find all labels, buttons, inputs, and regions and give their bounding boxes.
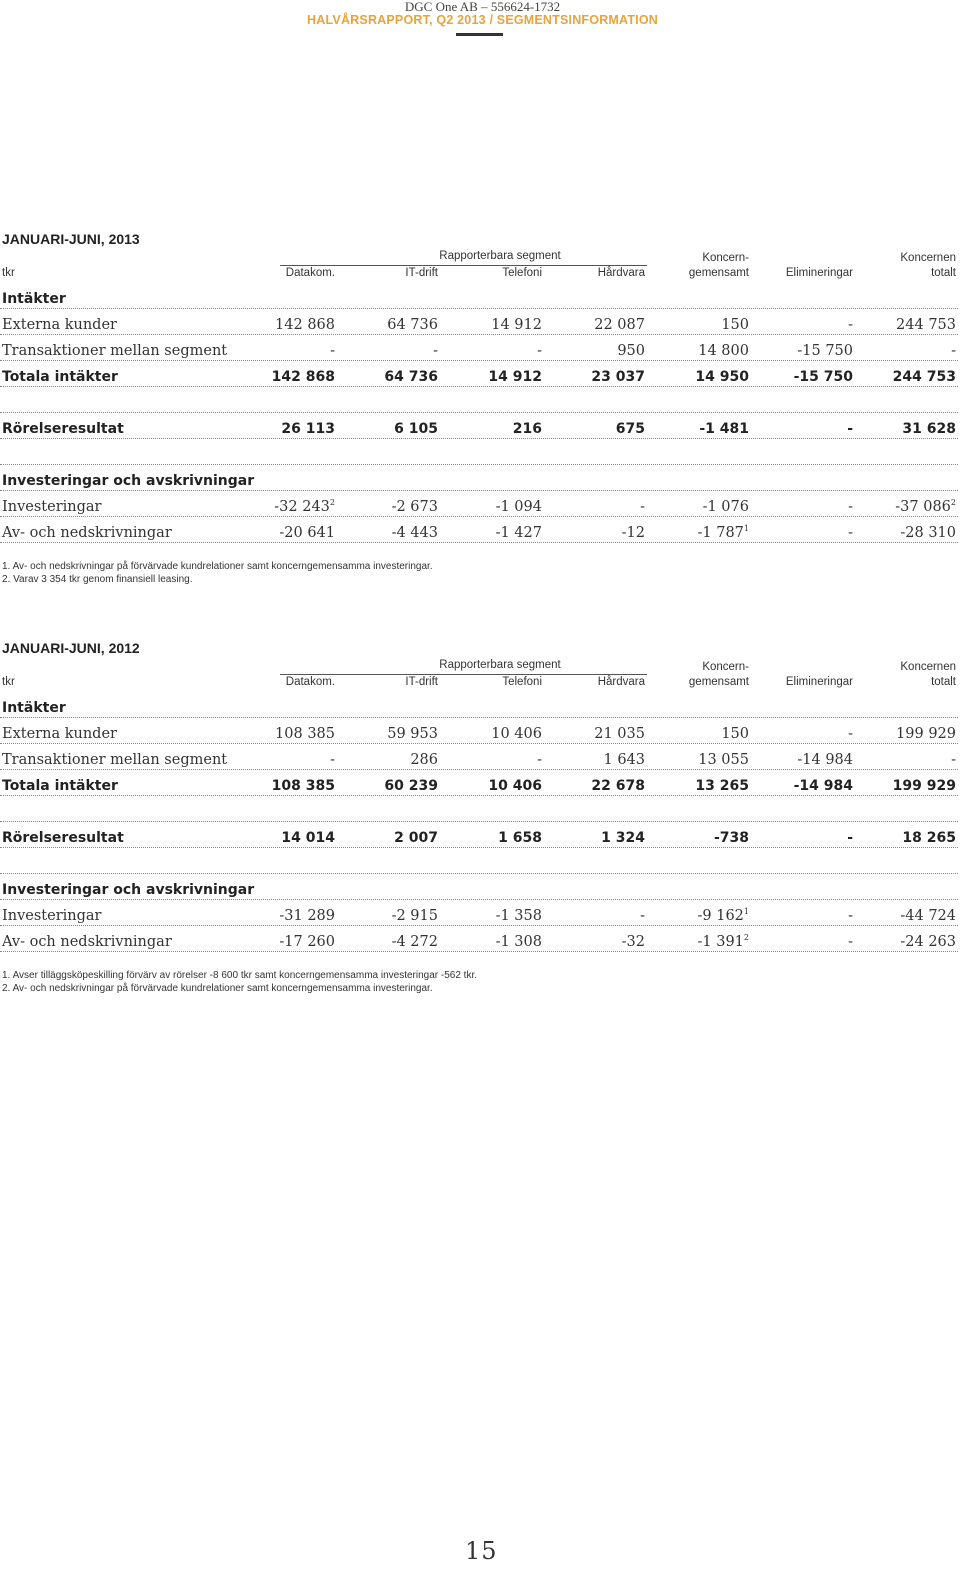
row-divider	[0, 308, 958, 309]
segment-group-label: Rapporterbara segment	[439, 659, 561, 671]
cell-value: 13 265	[695, 778, 749, 794]
table-cell	[698, 343, 749, 359]
cell-value: 108 385	[275, 726, 335, 742]
cell-value: 244 753	[896, 317, 956, 333]
cell-value: -	[640, 499, 645, 515]
table-cell	[622, 525, 645, 541]
segment-group-line	[280, 265, 647, 266]
column-header-totalt: totalt	[931, 676, 956, 688]
cell-value: 675	[615, 421, 645, 437]
table-cell	[616, 421, 645, 437]
table-cell	[640, 908, 645, 924]
table-cell	[513, 421, 542, 437]
cell-value: 21 035	[594, 726, 645, 742]
row-divider	[0, 873, 958, 874]
cell-value: -	[537, 752, 542, 768]
row-divider	[0, 899, 958, 900]
cell-value: -1 787	[697, 525, 744, 541]
row-divider	[0, 847, 958, 848]
row-divider	[0, 717, 958, 718]
table-cell	[622, 934, 645, 950]
footnote: 2. Av- och nedskrivningar på förvärvade kundrelationer samt koncerngemensamma investeringar.	[2, 983, 433, 994]
cell-value: 22 087	[594, 317, 645, 333]
table-cell	[488, 778, 542, 794]
table-cell	[893, 369, 956, 385]
table-cell	[896, 726, 956, 742]
cell-value: 216	[512, 421, 542, 437]
table-cell	[721, 317, 749, 333]
column-header-tkr: tkr	[2, 267, 15, 279]
table-cell	[703, 499, 749, 515]
row-divider	[0, 925, 958, 926]
row-divider	[0, 412, 958, 413]
row-divider	[0, 821, 958, 822]
footnote-marker: 2	[743, 933, 749, 942]
table-cell	[721, 726, 749, 742]
table-cell	[498, 830, 542, 846]
cell-value: -2 915	[391, 908, 438, 924]
row-divider	[0, 542, 958, 543]
table-cell	[410, 752, 438, 768]
table-cell	[392, 499, 438, 515]
table-cell	[496, 934, 542, 950]
cell-value: 31 628	[902, 421, 956, 437]
table-cell	[617, 343, 645, 359]
report-title: HALVÅRSRAPPORT, Q2 2013 / SEGMENTSINFORMATION	[307, 13, 658, 27]
column-header-koncern: Koncern-	[702, 252, 749, 264]
cell-value: 23 037	[591, 369, 645, 385]
footnote-marker: 2	[950, 498, 956, 507]
cell-value: -	[330, 752, 335, 768]
table-cell	[394, 421, 438, 437]
cell-value: 150	[721, 726, 749, 742]
column-header-c2: IT-drift	[405, 676, 438, 688]
cell-value: 14 912	[488, 369, 542, 385]
table-cell	[697, 525, 749, 541]
table-cell	[902, 421, 956, 437]
cell-value: -1 481	[699, 421, 749, 437]
table-cell	[900, 525, 956, 541]
footnote-marker: 2	[329, 498, 335, 507]
cell-value: -	[848, 908, 853, 924]
column-header-tkr: tkr	[2, 676, 15, 688]
cell-value: 244 753	[892, 369, 956, 385]
row-divider	[0, 464, 958, 465]
cell-value: 199 929	[896, 726, 956, 742]
cell-value: 64 736	[384, 369, 438, 385]
table-cell	[594, 317, 645, 333]
row-label: Totala intäkter	[2, 778, 118, 794]
row-divider	[0, 769, 958, 770]
row-label: Investeringar	[2, 499, 102, 515]
table-cell	[272, 369, 335, 385]
page-number: 15	[465, 1537, 498, 1565]
column-header-c3: Telefoni	[502, 676, 542, 688]
table-cell	[699, 421, 749, 437]
row-label: Intäkter	[2, 700, 66, 716]
cell-value: -12	[621, 525, 645, 541]
cell-value: 64 736	[387, 317, 438, 333]
row-label: Investeringar och avskrivningar	[2, 882, 255, 898]
row-divider	[0, 334, 958, 335]
cell-value: -15 750	[797, 343, 853, 359]
table-cell	[847, 830, 853, 846]
segment-group-line	[280, 674, 647, 675]
row-divider	[0, 360, 958, 361]
table-cell	[392, 934, 438, 950]
footnote: 1. Av- och nedskrivningar på förvärvade kundrelationer samt koncerngemensamma investeringar.	[2, 561, 433, 572]
table-cell	[384, 778, 438, 794]
cell-value: -28 310	[900, 525, 956, 541]
table-cell	[591, 778, 645, 794]
cell-value: 18 265	[902, 830, 956, 846]
table-cell	[895, 499, 956, 515]
cell-value: -1 391	[697, 934, 744, 950]
cell-value: -	[847, 421, 853, 437]
table-cell	[848, 908, 853, 924]
cell-value: -20 641	[279, 525, 335, 541]
table-cell	[697, 934, 749, 950]
cell-value: 13 055	[698, 752, 749, 768]
table-cell	[794, 369, 853, 385]
table-cell	[896, 317, 956, 333]
cell-value: -1 076	[702, 499, 749, 515]
cell-value: -2 673	[391, 499, 438, 515]
column-header-c3: Telefoni	[502, 267, 542, 279]
table-cell	[281, 421, 335, 437]
cell-value: -	[433, 343, 438, 359]
table-cell	[695, 369, 749, 385]
column-header-elimineringar: Elimineringar	[785, 267, 853, 279]
footnote: 2. Varav 3 354 tkr genom finansiell leasing.	[2, 574, 193, 585]
cell-value: 199 929	[892, 778, 956, 794]
row-label: Transaktioner mellan segment	[2, 343, 228, 359]
cell-value: 150	[721, 317, 749, 333]
row-label: Externa kunder	[2, 726, 117, 742]
cell-value: -	[848, 499, 853, 515]
table-cell	[392, 525, 438, 541]
cell-value: -	[848, 525, 853, 541]
table-cell	[603, 752, 645, 768]
row-divider	[0, 438, 958, 439]
table-cell	[279, 908, 335, 924]
column-header-elimineringar: Elimineringar	[785, 676, 853, 688]
cell-value: 10 406	[488, 778, 542, 794]
row-divider	[0, 795, 958, 796]
cell-value: -44 724	[900, 908, 956, 924]
table-cell	[392, 908, 438, 924]
cell-value: -1 358	[495, 908, 542, 924]
row-divider	[0, 516, 958, 517]
table-cell	[698, 752, 749, 768]
table-cell	[275, 317, 335, 333]
column-header-koncernen: Koncernen	[900, 252, 956, 264]
cell-value: 142 868	[271, 369, 335, 385]
row-divider	[0, 386, 958, 387]
table-cell	[387, 726, 438, 742]
cell-value: 14 950	[695, 369, 749, 385]
cell-value: -	[848, 726, 853, 742]
row-label: Av- och nedskrivningar	[2, 934, 172, 950]
cell-value: 2 007	[394, 830, 438, 846]
table-cell	[433, 343, 438, 359]
table-cell	[951, 343, 956, 359]
section-title: JANUARI-JUNI, 2012	[2, 640, 140, 656]
table-cell	[488, 369, 542, 385]
table-cell	[537, 752, 542, 768]
cell-value: -	[951, 752, 956, 768]
cell-value: 108 385	[271, 778, 335, 794]
cell-value: -9 162	[697, 908, 744, 924]
column-header-c4: Hårdvara	[597, 267, 645, 279]
row-label: Intäkter	[2, 291, 66, 307]
column-header-c1: Datakom.	[285, 676, 335, 688]
cell-value: -	[330, 343, 335, 359]
footnote: 1. Avser tilläggsköpeskilling förvärv av rörelser -8 600 tkr samt koncerngemensamma investeringar -562 tkr.	[2, 970, 478, 981]
table-cell	[848, 317, 853, 333]
column-header-gemensamt: gemensamt	[688, 267, 749, 279]
row-divider	[0, 490, 958, 491]
table-cell	[491, 317, 542, 333]
row-label: Transaktioner mellan segment	[2, 752, 228, 768]
table-cell	[384, 369, 438, 385]
cell-value: -32 243	[274, 499, 330, 515]
cell-value: 6 105	[394, 421, 438, 437]
table-cell	[695, 778, 749, 794]
cell-value: -14 984	[797, 752, 853, 768]
cell-value: 1 643	[603, 752, 645, 768]
table-cell	[640, 499, 645, 515]
table-cell	[594, 726, 645, 742]
row-label: Externa kunder	[2, 317, 117, 333]
table-cell	[491, 726, 542, 742]
cell-value: 22 678	[591, 778, 645, 794]
table-cell	[591, 369, 645, 385]
row-label: Rörelseresultat	[2, 421, 124, 437]
cell-value: -37 086	[895, 499, 951, 515]
cell-value: -	[640, 908, 645, 924]
column-header-totalt: totalt	[931, 267, 956, 279]
page-header	[307, 0, 658, 27]
table-cell	[893, 778, 956, 794]
table-cell	[330, 752, 335, 768]
cell-value: -	[848, 317, 853, 333]
column-header-gemensamt: gemensamt	[688, 676, 749, 688]
segment-group-label: Rapporterbara segment	[439, 250, 561, 262]
table-cell	[714, 830, 749, 846]
cell-value: -	[847, 830, 853, 846]
table-cell	[848, 525, 853, 541]
cell-value: 10 406	[491, 726, 542, 742]
table-cell	[274, 499, 335, 515]
column-header-c2: IT-drift	[405, 267, 438, 279]
table-cell	[330, 343, 335, 359]
cell-value: -24 263	[900, 934, 956, 950]
cell-value: 14 800	[698, 343, 749, 359]
cell-value: -32	[621, 934, 645, 950]
row-label: Rörelseresultat	[2, 830, 124, 846]
row-divider	[0, 951, 958, 952]
cell-value: -4 443	[391, 525, 438, 541]
table-cell	[281, 830, 335, 846]
cell-value: 59 953	[387, 726, 438, 742]
section-title: JANUARI-JUNI, 2013	[2, 231, 140, 247]
table-cell	[387, 317, 438, 333]
table-cell	[848, 934, 853, 950]
cell-value: -4 272	[391, 934, 438, 950]
cell-value: -738	[713, 830, 749, 846]
column-header-koncern: Koncern-	[702, 661, 749, 673]
table-cell	[794, 778, 853, 794]
row-label: Investeringar och avskrivningar	[2, 473, 255, 489]
cell-value: 26 113	[281, 421, 335, 437]
cell-value: -	[848, 934, 853, 950]
table-cell	[496, 499, 542, 515]
table-cell	[601, 830, 645, 846]
column-header-c4: Hårdvara	[597, 676, 645, 688]
table-cell	[272, 778, 335, 794]
cell-value: 14 014	[281, 830, 335, 846]
cell-value: 1 658	[498, 830, 542, 846]
header-divider	[456, 33, 503, 36]
footnote-marker: 1	[743, 907, 749, 916]
cell-value: 14 912	[491, 317, 542, 333]
table-cell	[848, 499, 853, 515]
cell-value: -1 308	[495, 934, 542, 950]
table-cell	[279, 934, 335, 950]
table-cell	[900, 934, 956, 950]
company-line: DGC One AB – 556624-1732	[404, 0, 561, 14]
table-cell	[951, 752, 956, 768]
column-header-c1: Datakom.	[285, 267, 335, 279]
row-divider	[0, 743, 958, 744]
cell-value: -	[951, 343, 956, 359]
cell-value: 950	[617, 343, 645, 359]
row-label: Av- och nedskrivningar	[2, 525, 172, 541]
table-cell	[537, 343, 542, 359]
cell-value: -1 094	[495, 499, 542, 515]
table-cell	[279, 525, 335, 541]
cell-value: 60 239	[384, 778, 438, 794]
table-cell	[496, 908, 542, 924]
table-cell	[697, 908, 749, 924]
cell-value: -17 260	[279, 934, 335, 950]
cell-value: -14 984	[793, 778, 853, 794]
cell-value: -	[537, 343, 542, 359]
cell-value: -15 750	[793, 369, 853, 385]
table-cell	[797, 343, 853, 359]
cell-value: -1 427	[495, 525, 542, 541]
table-cell	[797, 752, 853, 768]
cell-value: 142 868	[275, 317, 335, 333]
column-header-koncernen: Koncernen	[900, 661, 956, 673]
table-cell	[496, 525, 542, 541]
table-cell	[900, 908, 956, 924]
cell-value: 1 324	[601, 830, 645, 846]
cell-value: -31 289	[279, 908, 335, 924]
table-cell	[847, 421, 853, 437]
cell-value: 286	[410, 752, 438, 768]
table-cell	[394, 830, 438, 846]
table-cell	[902, 830, 956, 846]
footnote-marker: 1	[743, 524, 749, 533]
table-cell	[275, 726, 335, 742]
table-cell	[848, 726, 853, 742]
row-label: Investeringar	[2, 908, 102, 924]
row-label: Totala intäkter	[2, 369, 118, 385]
